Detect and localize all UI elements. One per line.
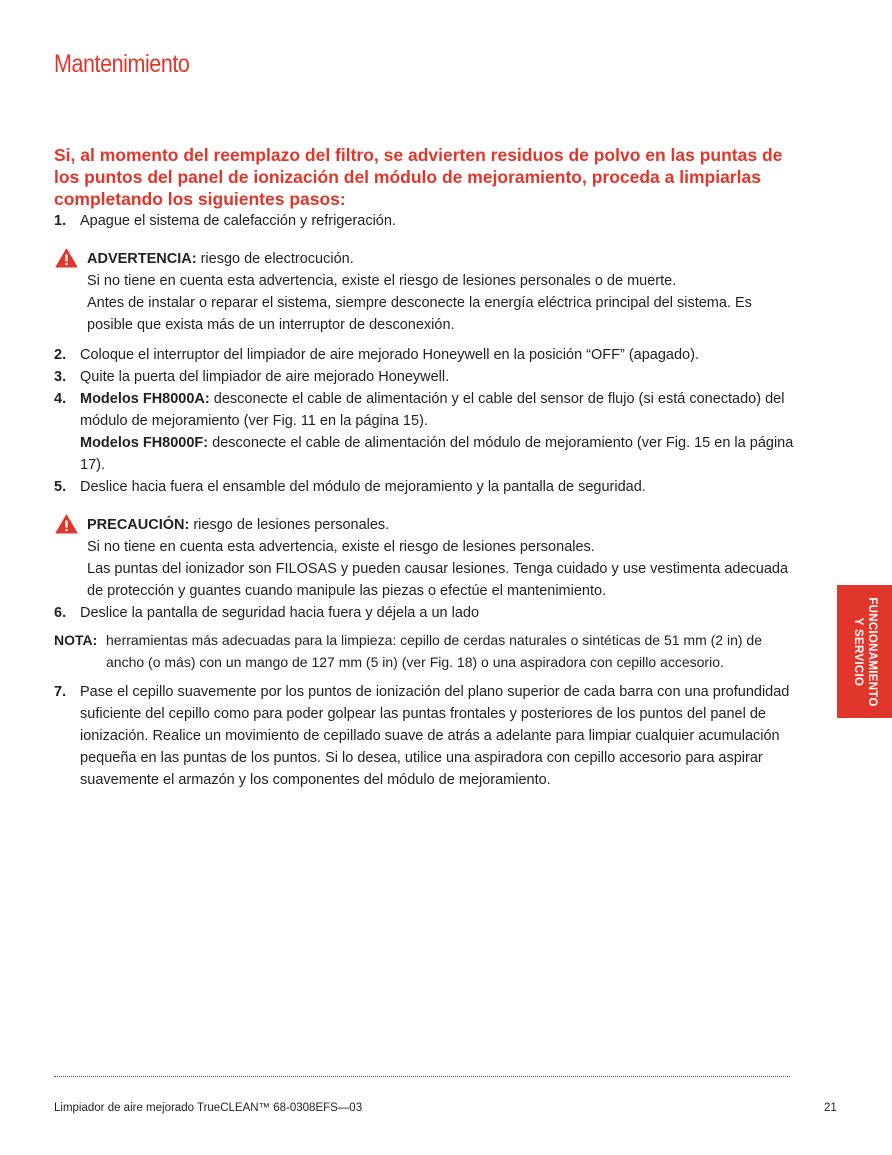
step-number: 1. — [54, 213, 67, 229]
step-2 — [54, 344, 799, 366]
step-1 — [54, 210, 799, 232]
note-label: NOTA: — [54, 632, 98, 648]
step-text: Apague el sistema de calefacción y refrigeración. — [80, 213, 396, 229]
step-text: Coloque el interruptor del limpiador de aire mejorado Honeywell en la posición “OFF” (apagado). — [80, 347, 699, 363]
procedure-steps — [54, 210, 799, 791]
step-number: 7. — [54, 684, 67, 700]
model-a-text: desconecte el cable de alimentación y el cable del sensor de flujo (si está conectado) del módulo de mejoramiento (ver Fig. 11 en la página 15). — [80, 391, 785, 429]
caution-line-2: Si no tiene en cuenta esta advertencia, existe el riesgo de lesiones personales. — [87, 539, 595, 555]
side-tab-line-1: FUNCIONAMIENTO — [865, 596, 878, 707]
caution-line-3: Las puntas del ionizador son FILOSAS y pueden causar lesiones. Tenga cuidado y use vestimenta adecuada de protección y guantes cuando manipule las piezas o efectúe el mantenimiento. — [87, 561, 789, 599]
note — [54, 629, 799, 673]
side-tab-line-2: Y SERVICIO — [851, 617, 864, 686]
intro-heading: Si, al momento del reemplazo del filtro, se advierten residuos de polvo en las puntas de los puntos del panel de ionización del módulo de mejoramiento, proceda a limpiarlas completando los siguientes pasos: — [54, 145, 783, 209]
page-title: Mantenimiento — [54, 50, 190, 78]
step-number: 2. — [54, 347, 67, 363]
warning-triangle-icon — [55, 248, 78, 268]
page-number: 21 — [824, 1102, 837, 1114]
step-6 — [54, 602, 799, 624]
step-7 — [54, 681, 799, 791]
step-text: Pase el cepillo suavemente por los puntos de ionización del plano superior de cada barra con una profundidad suficiente del cepillo como para poder golpear las puntas frontales y posteriores de los puntos del panel de ionización. Realice un movimiento de cepillado suave de atrás a adelante para limpiar cualquier acumulación pequeña en las puntas de los puntos. Si lo desea, utilice una aspiradora con cepillo accesorio para aspirar suavemente el armazón y los componentes del módulo de mejoramiento. — [80, 684, 790, 788]
step-number: 4. — [54, 391, 67, 407]
step-5 — [54, 476, 799, 498]
model-a-label: Modelos FH8000A: — [80, 391, 210, 407]
step-4 — [54, 388, 799, 476]
footer-divider — [54, 1076, 790, 1077]
footer-document-id: Limpiador de aire mejorado TrueCLEAN™ 68-0308EFS—03 — [54, 1102, 363, 1114]
caution-label: PRECAUCIÓN: — [87, 517, 190, 533]
note-text: herramientas más adecuadas para la limpieza: cepillo de cerdas naturales o sintéticas de 51 mm (2 in) de ancho (o más) con un mango de 127 mm (5 in) (ver Fig. 18) o una aspiradora con cepillo accesorio. — [106, 632, 763, 670]
section-side-tab — [837, 585, 892, 718]
warning-text: riesgo de electrocución. — [196, 251, 354, 267]
step-text: Quite la puerta del limpiador de aire mejorado Honeywell. — [80, 369, 450, 385]
step-text: Deslice hacia fuera el ensamble del módulo de mejoramiento y la pantalla de seguridad. — [80, 479, 646, 495]
caution-injury — [54, 514, 799, 602]
warning-line-3: Antes de instalar o reparar el sistema, siempre desconecte la energía eléctrica principal del sistema. Es posible que exista más de un interruptor de desconexión. — [87, 295, 752, 333]
step-number: 5. — [54, 479, 67, 495]
step-3 — [54, 366, 799, 388]
step-number: 3. — [54, 369, 67, 385]
caution-text: riesgo de lesiones personales. — [189, 517, 390, 533]
warning-label: ADVERTENCIA: — [87, 251, 197, 267]
model-f-label: Modelos FH8000F: — [80, 435, 209, 451]
model-f-text: desconecte el cable de alimentación del módulo de mejoramiento (ver Fig. 15 en la página 17). — [80, 435, 794, 473]
step-number: 6. — [54, 605, 67, 621]
warning-electrocution — [54, 248, 799, 336]
step-text: Deslice la pantalla de seguridad hacia fuera y déjela a un lado — [80, 605, 480, 621]
warning-triangle-icon — [55, 514, 78, 534]
warning-line-2: Si no tiene en cuenta esta advertencia, existe el riesgo de lesiones personales o de muerte. — [87, 273, 677, 289]
